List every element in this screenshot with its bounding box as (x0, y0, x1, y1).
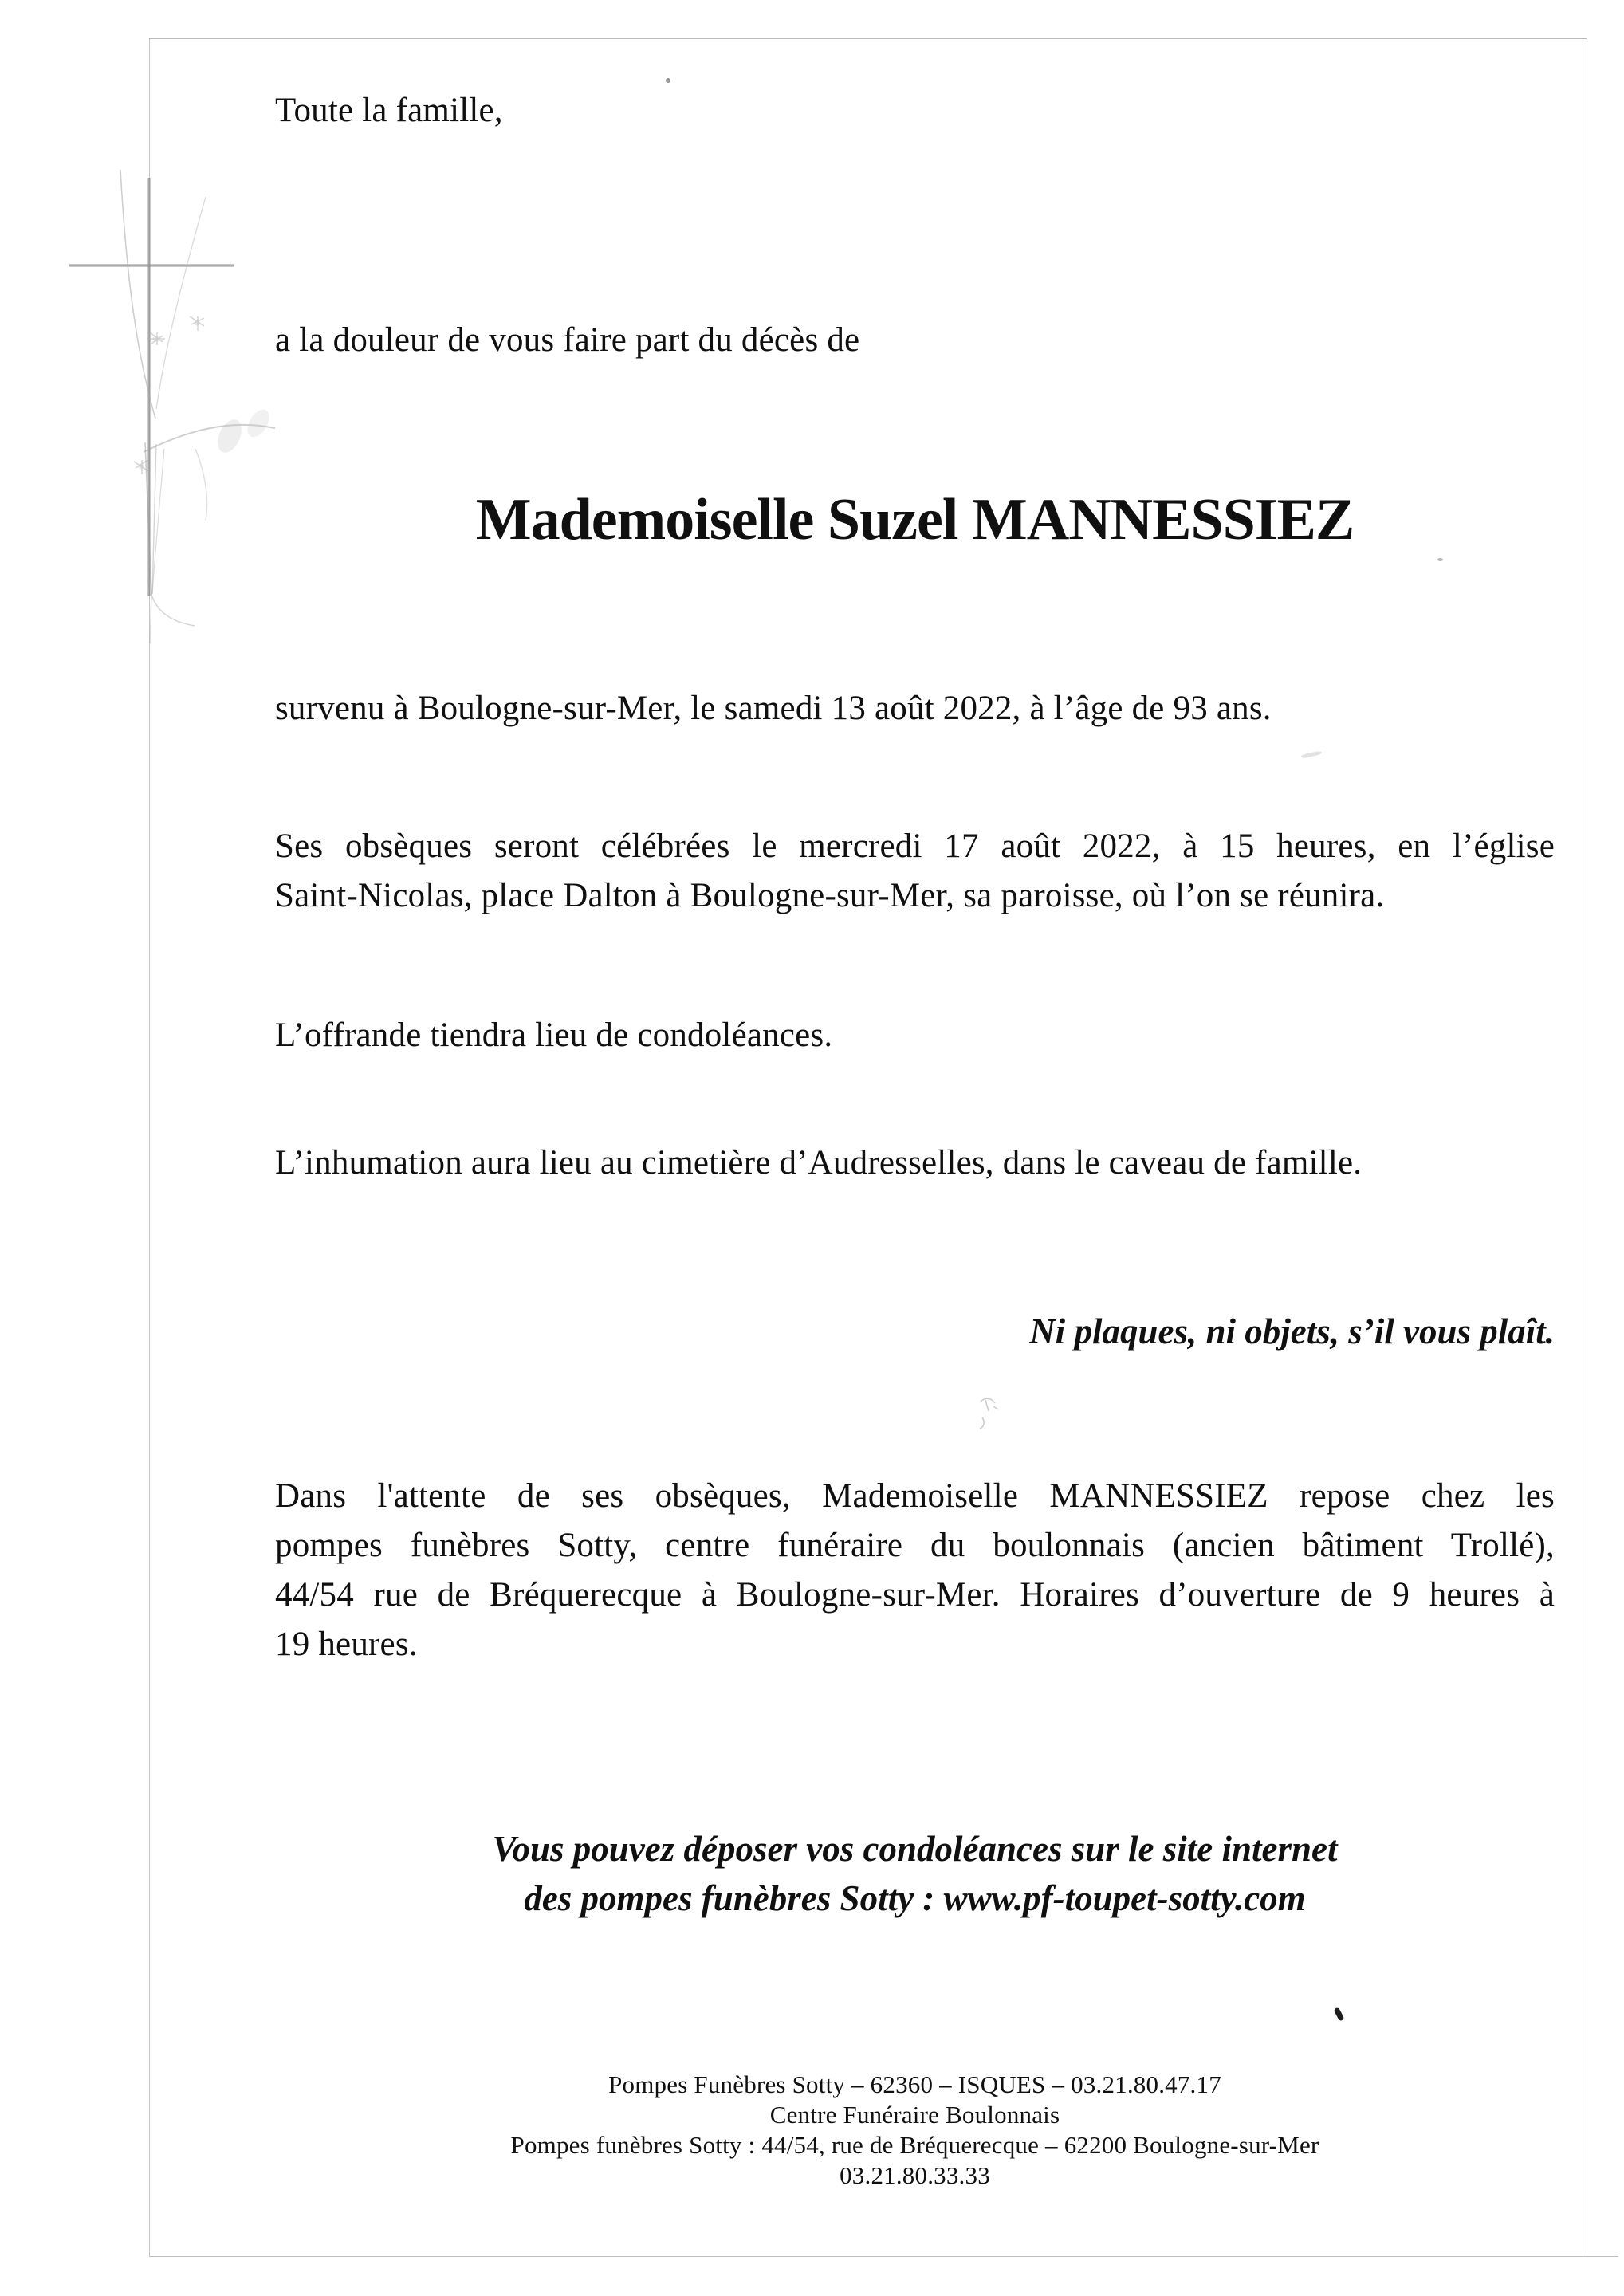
funeral-line-1: Ses obsèques seront célébrées le mercredi 17 août 2022, à 15 heures, en l’église (275, 828, 1555, 865)
burial-line: L’inhumation aura lieu au cimetière d’Audresselles, dans le caveau de famille. (275, 1144, 1363, 1181)
funeral-paragraph (275, 822, 1555, 921)
repose-line-3: 44/54 rue de Bréquerecque à Boulogne-sur-Mer. Horaires d’ouverture de 9 heures à (275, 1576, 1555, 1614)
repose-line-2: pompes funèbres Sotty, centre funéraire du boulonnais (ancien bâtiment Trollé), (275, 1527, 1555, 1564)
repose-line-1: Dans l'attente de ses obsèques, Mademoiselle MANNESSIEZ repose chez les (275, 1477, 1555, 1515)
footer-line-1: Pompes Funèbres Sotty – 62360 – ISQUES – 03.21.80.47.17 (608, 2070, 1221, 2098)
scan-border-bottom (149, 2256, 1618, 2257)
deceased-name-title: Mademoiselle Suzel MANNESSIEZ (475, 487, 1355, 552)
no-plaques-request-line: Ni plaques, ni objets, s’il vous plaît. (1029, 1311, 1555, 1351)
scan-speck (666, 78, 670, 83)
repose-line-4: 19 heures. (275, 1626, 418, 1663)
condolences-line-1: Vous pouvez déposer vos condoléances sur le site internet (492, 1829, 1338, 1869)
funeral-line-2: Saint-Nicolas, place Dalton à Boulogne-sur-Mer, sa paroisse, où l’on se réunira. (275, 877, 1385, 914)
intro-line: a la douleur de vous faire part du décès de (275, 321, 860, 359)
repose-paragraph (275, 1472, 1555, 1669)
memorial-cross-flowers-icon (24, 155, 295, 654)
salutation-line: Toute la famille, (275, 92, 503, 129)
scan-ink-tick (1333, 2007, 1344, 2021)
scan-scribble-artifact (974, 1394, 1006, 1437)
scan-speck (1437, 558, 1443, 561)
scan-speck (1301, 750, 1322, 758)
condolences-line-2: des pompes funèbres Sotty : www.pf-toupet-sotty.com (524, 1878, 1306, 1918)
death-date-line: survenu à Boulogne-sur-Mer, le samedi 13 août 2022, à l’âge de 93 ans. (275, 690, 1272, 727)
offering-line: L’offrande tiendra lieu de condoléances. (275, 1016, 833, 1054)
footer-line-2: Centre Funéraire Boulonnais (769, 2101, 1060, 2129)
footer-line-4: 03.21.80.33.33 (840, 2161, 990, 2189)
funeral-home-footer (275, 2070, 1555, 2191)
online-condolences-paragraph (275, 1824, 1555, 1923)
scan-border-top (149, 38, 1587, 39)
footer-line-3: Pompes funèbres Sotty : 44/54, rue de Bréquerecque – 62200 Boulogne-sur-Mer (510, 2131, 1319, 2159)
